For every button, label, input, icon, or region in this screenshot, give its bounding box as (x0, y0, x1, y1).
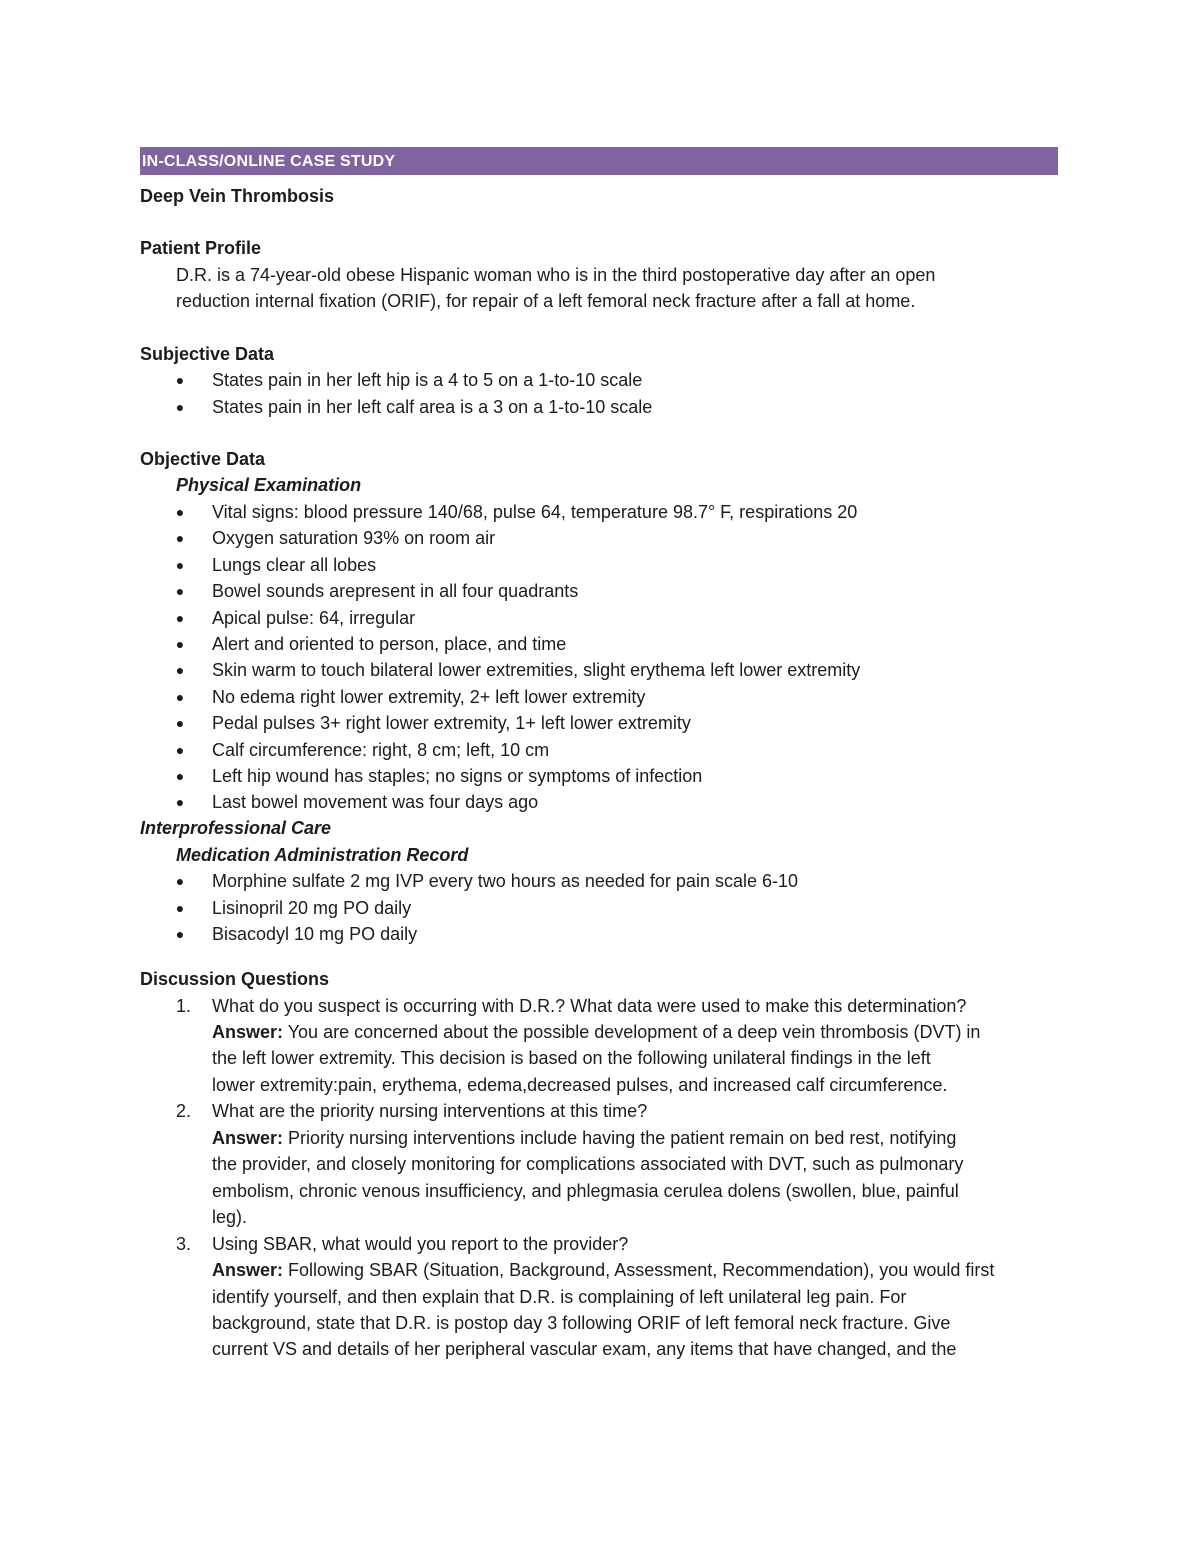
question-number: 2. (176, 1101, 192, 1121)
bullet-icon: ● (175, 610, 185, 626)
objective-item: No edema right lower extremity, 2+ left lower extremity (212, 687, 646, 707)
answer-text: Following SBAR (Situation, Background, Assessment, Recommendation), you would first (283, 1260, 995, 1280)
answer-line: lower extremity:pain, erythema, edema,decreased pulses, and increased calf circumference. (212, 1075, 948, 1095)
bullet-icon: ● (175, 583, 185, 599)
question-text: What do you suspect is occurring with D.R.? What data were used to make this determination? (212, 996, 967, 1016)
answer-line: embolism, chronic venous insufficiency, and phlegmasia cerulea dolens (swollen, blue, painful (212, 1181, 959, 1201)
answer-label: Answer: (212, 1022, 284, 1042)
bullet-icon: ● (175, 715, 185, 731)
bullet-icon: ● (175, 636, 185, 652)
bullet-icon: ● (175, 689, 185, 705)
bullet-icon: ● (175, 557, 185, 573)
medication-item: Lisinopril 20 mg PO daily (212, 898, 412, 918)
objective-item: Oxygen saturation 93% on room air (212, 528, 496, 548)
answer-line (212, 1127, 956, 1149)
answer-label: Answer: (212, 1128, 284, 1148)
subjective-item: States pain in her left calf area is a 3 on a 1-to-10 scale (212, 397, 653, 417)
answer-text: Priority nursing interventions include having the patient remain on bed rest, notifying (283, 1128, 957, 1148)
bullet-icon: ● (175, 372, 185, 388)
document-title: Deep Vein Thrombosis (140, 186, 335, 206)
bullet-icon: ● (175, 530, 185, 546)
mar-subheading: Medication Administration Record (176, 845, 469, 865)
medication-item: Bisacodyl 10 mg PO daily (212, 924, 418, 944)
bullet-icon: ● (175, 794, 185, 810)
objective-item: Skin warm to touch bilateral lower extremities, slight erythema left lower extremity (212, 660, 861, 680)
objective-item: Alert and oriented to person, place, and time (212, 634, 567, 654)
objective-item: Calf circumference: right, 8 cm; left, 10 cm (212, 740, 550, 760)
objective-item: Last bowel movement was four days ago (212, 792, 539, 812)
answer-line (212, 1021, 980, 1043)
objective-item: Bowel sounds arepresent in all four quadrants (212, 581, 579, 601)
answer-line: identify yourself, and then explain that D.R. is complaining of left unilateral leg pain. For (212, 1287, 907, 1307)
objective-item: Left hip wound has staples; no signs or symptoms of infection (212, 766, 703, 786)
question-number: 3. (176, 1234, 192, 1254)
bullet-icon: ● (175, 900, 185, 916)
bullet-icon: ● (175, 504, 185, 520)
answer-line (212, 1259, 994, 1281)
question-text: Using SBAR, what would you report to the provider? (212, 1234, 629, 1254)
question-text: What are the priority nursing interventions at this time? (212, 1101, 648, 1121)
objective-item: Lungs clear all lobes (212, 555, 377, 575)
patient-profile-heading: Patient Profile (140, 238, 262, 258)
subjective-heading: Subjective Data (140, 344, 275, 364)
bullet-icon: ● (175, 399, 185, 415)
answer-label: Answer: (212, 1260, 284, 1280)
question-number: 1. (176, 996, 192, 1016)
objective-heading: Objective Data (140, 449, 266, 469)
patient-profile-line: reduction internal fixation (ORIF), for repair of a left femoral neck fracture after a fall at home. (176, 291, 916, 311)
bullet-icon: ● (175, 768, 185, 784)
answer-line: the provider, and closely monitoring for complications associated with DVT, such as pulmonary (212, 1154, 964, 1174)
physical-exam-subheading: Physical Examination (176, 475, 362, 495)
bullet-icon: ● (175, 873, 185, 889)
interprofessional-heading: Interprofessional Care (140, 818, 332, 838)
patient-profile-line: D.R. is a 74-year-old obese Hispanic woman who is in the third postoperative day after an open (176, 265, 936, 285)
objective-item: Vital signs: blood pressure 140/68, pulse 64, temperature 98.7° F, respirations 20 (212, 502, 858, 522)
medication-item: Morphine sulfate 2 mg IVP every two hours as needed for pain scale 6-10 (212, 871, 799, 891)
answer-line: current VS and details of her peripheral vascular exam, any items that have changed, and the (212, 1339, 957, 1359)
bullet-icon: ● (175, 662, 185, 678)
answer-line: leg). (212, 1207, 248, 1227)
bullet-icon: ● (175, 926, 185, 942)
answer-line: the left lower extremity. This decision is based on the following unilateral findings in the left (212, 1048, 931, 1068)
bullet-icon: ● (175, 742, 185, 758)
answer-line: background, state that D.R. is postop day 3 following ORIF of left femoral neck fracture. Give (212, 1313, 951, 1333)
subjective-item: States pain in her left hip is a 4 to 5 on a 1-to-10 scale (212, 370, 643, 390)
answer-text: You are concerned about the possible development of a deep vein thrombosis (DVT) in (283, 1022, 981, 1042)
objective-item: Apical pulse: 64, irregular (212, 608, 416, 628)
objective-item: Pedal pulses 3+ right lower extremity, 1+ left lower extremity (212, 713, 691, 733)
case-study-banner: IN-CLASS/ONLINE CASE STUDY (140, 147, 1058, 175)
discussion-heading: Discussion Questions (140, 969, 330, 989)
